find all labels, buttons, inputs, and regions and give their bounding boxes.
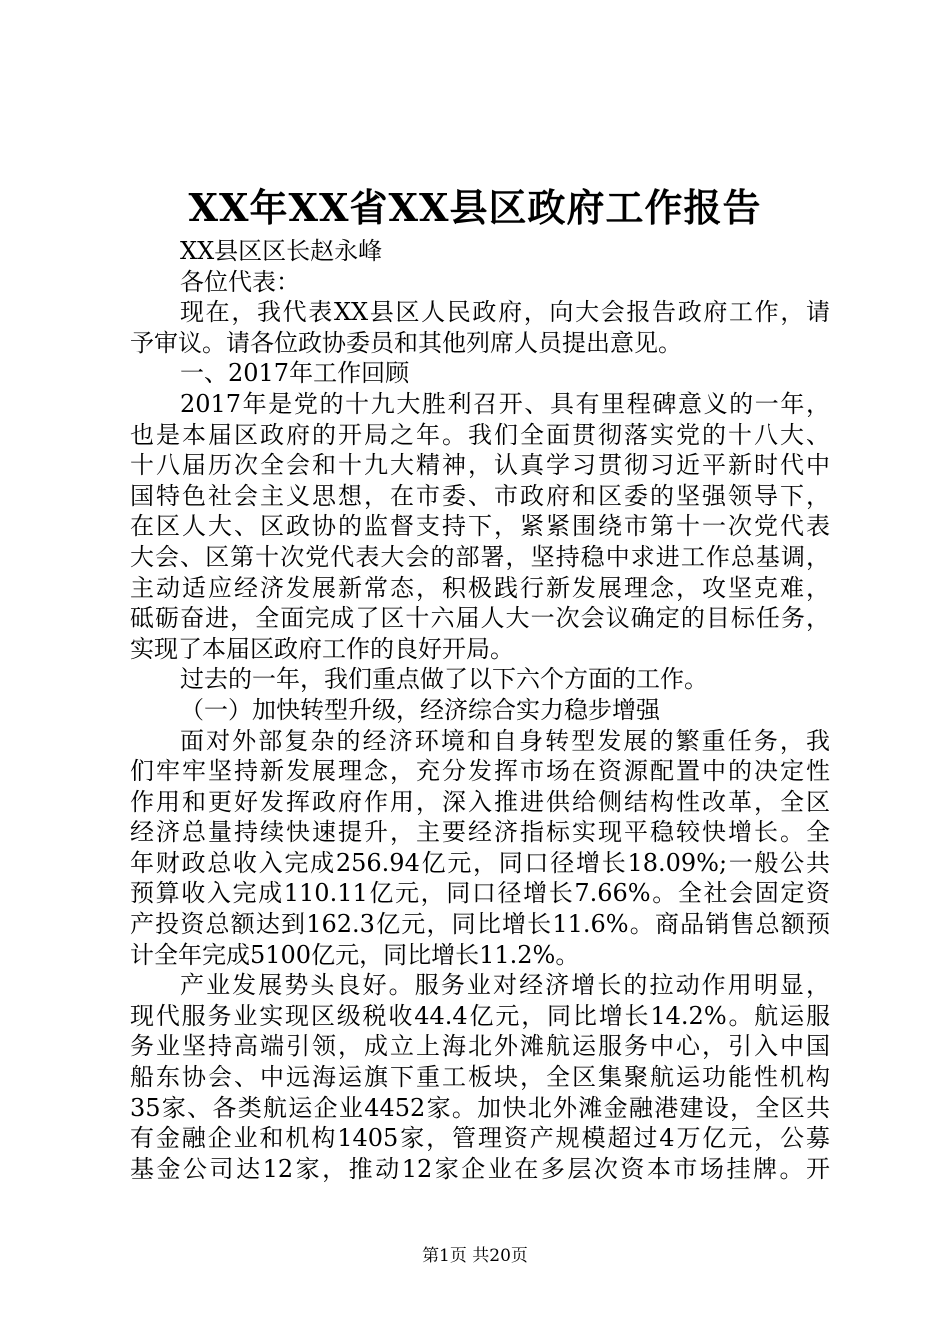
text-line: 过去的一年，我们重点做了以下六个方面的工作。 <box>180 665 708 694</box>
text-line: 2017年是党的十九大胜利召开、具有里程碑意义的一年， <box>180 389 830 418</box>
text-line: 面对外部复杂的经济环境和自身转型发展的繁重任务，我 <box>180 726 830 755</box>
text-line: 各位代表： <box>180 267 300 296</box>
text-line: 国特色社会主义思想，在市委、市政府和区委的坚强领导下， <box>130 481 830 510</box>
text-line: 有金融企业和机构1405家，管理资产规模超过4万亿元，公募 <box>130 1124 830 1153</box>
page-footer: 第1页 共20页 <box>422 1246 528 1266</box>
text-line: 务业坚持高端引领，成立上海北外滩航运服务中心，引入中国 <box>130 1032 830 1061</box>
text-line: 大会、区第十次党代表大会的部署，坚持稳中求进工作总基调， <box>130 542 830 571</box>
text-line: 产业发展势头良好。服务业对经济增长的拉动作用明显， <box>180 971 830 1000</box>
text-line: 产投资总额达到162.3亿元，同比增长11.6%。商品销售总额预 <box>130 910 830 939</box>
text-line: 十八届历次全会和十九大精神，认真学习贯彻习近平新时代中 <box>130 451 830 480</box>
text-line: 主动适应经济发展新常态，积极践行新发展理念，攻坚克难， <box>130 573 830 602</box>
text-line: 现在，我代表XX县区人民政府，向大会报告政府工作，请 <box>180 298 830 327</box>
page-title: XX年XX省XX县区政府工作报告 <box>188 185 762 230</box>
text-line: 予审议。请各位政协委员和其他列席人员提出意见。 <box>130 328 682 357</box>
text-line: 也是本届区政府的开局之年。我们全面贯彻落实党的十八大、 <box>130 420 830 449</box>
document-body <box>130 236 830 1184</box>
text-line: 现代服务业实现区级税收44.4亿元，同比增长14.2%。航运服 <box>130 1001 830 1030</box>
text-line: XX县区区长赵永峰 <box>180 237 383 265</box>
text-line: （一）加快转型升级，经济综合实力稳步增强 <box>180 695 660 724</box>
text-line: 一、2017年工作回顾 <box>180 359 410 388</box>
text-line: 船东协会、中远海运旗下重工板块，全区集聚航运功能性机构 <box>130 1063 830 1092</box>
text-line: 基金公司达12家，推动12家企业在多层次资本市场挂牌。开 <box>130 1154 830 1183</box>
text-line: 经济总量持续快速提升，主要经济指标实现平稳较快增长。全 <box>130 818 830 847</box>
text-line: 砥砺奋进，全面完成了区十六届人大一次会议确定的目标任务， <box>130 604 830 633</box>
text-line: 预算收入完成110.11亿元，同口径增长7.66%。全社会固定资 <box>130 879 830 908</box>
text-line: 作用和更好发挥政府作用，深入推进供给侧结构性改革，全区 <box>130 787 830 816</box>
text-line: 在区人大、区政协的监督支持下，紧紧围绕市第十一次党代表 <box>130 512 830 541</box>
text-line: 35家、各类航运企业4452家。加快北外滩金融港建设，全区共 <box>130 1093 830 1122</box>
text-line: 实现了本届区政府工作的良好开局。 <box>130 634 514 663</box>
text-line: 们牢牢坚持新发展理念，充分发挥市场在资源配置中的决定性 <box>130 757 830 786</box>
text-line: 计全年完成5100亿元，同比增长11.2%。 <box>130 940 580 969</box>
text-line: 年财政总收入完成256.94亿元，同口径增长18.09%;一般公共 <box>130 848 830 877</box>
